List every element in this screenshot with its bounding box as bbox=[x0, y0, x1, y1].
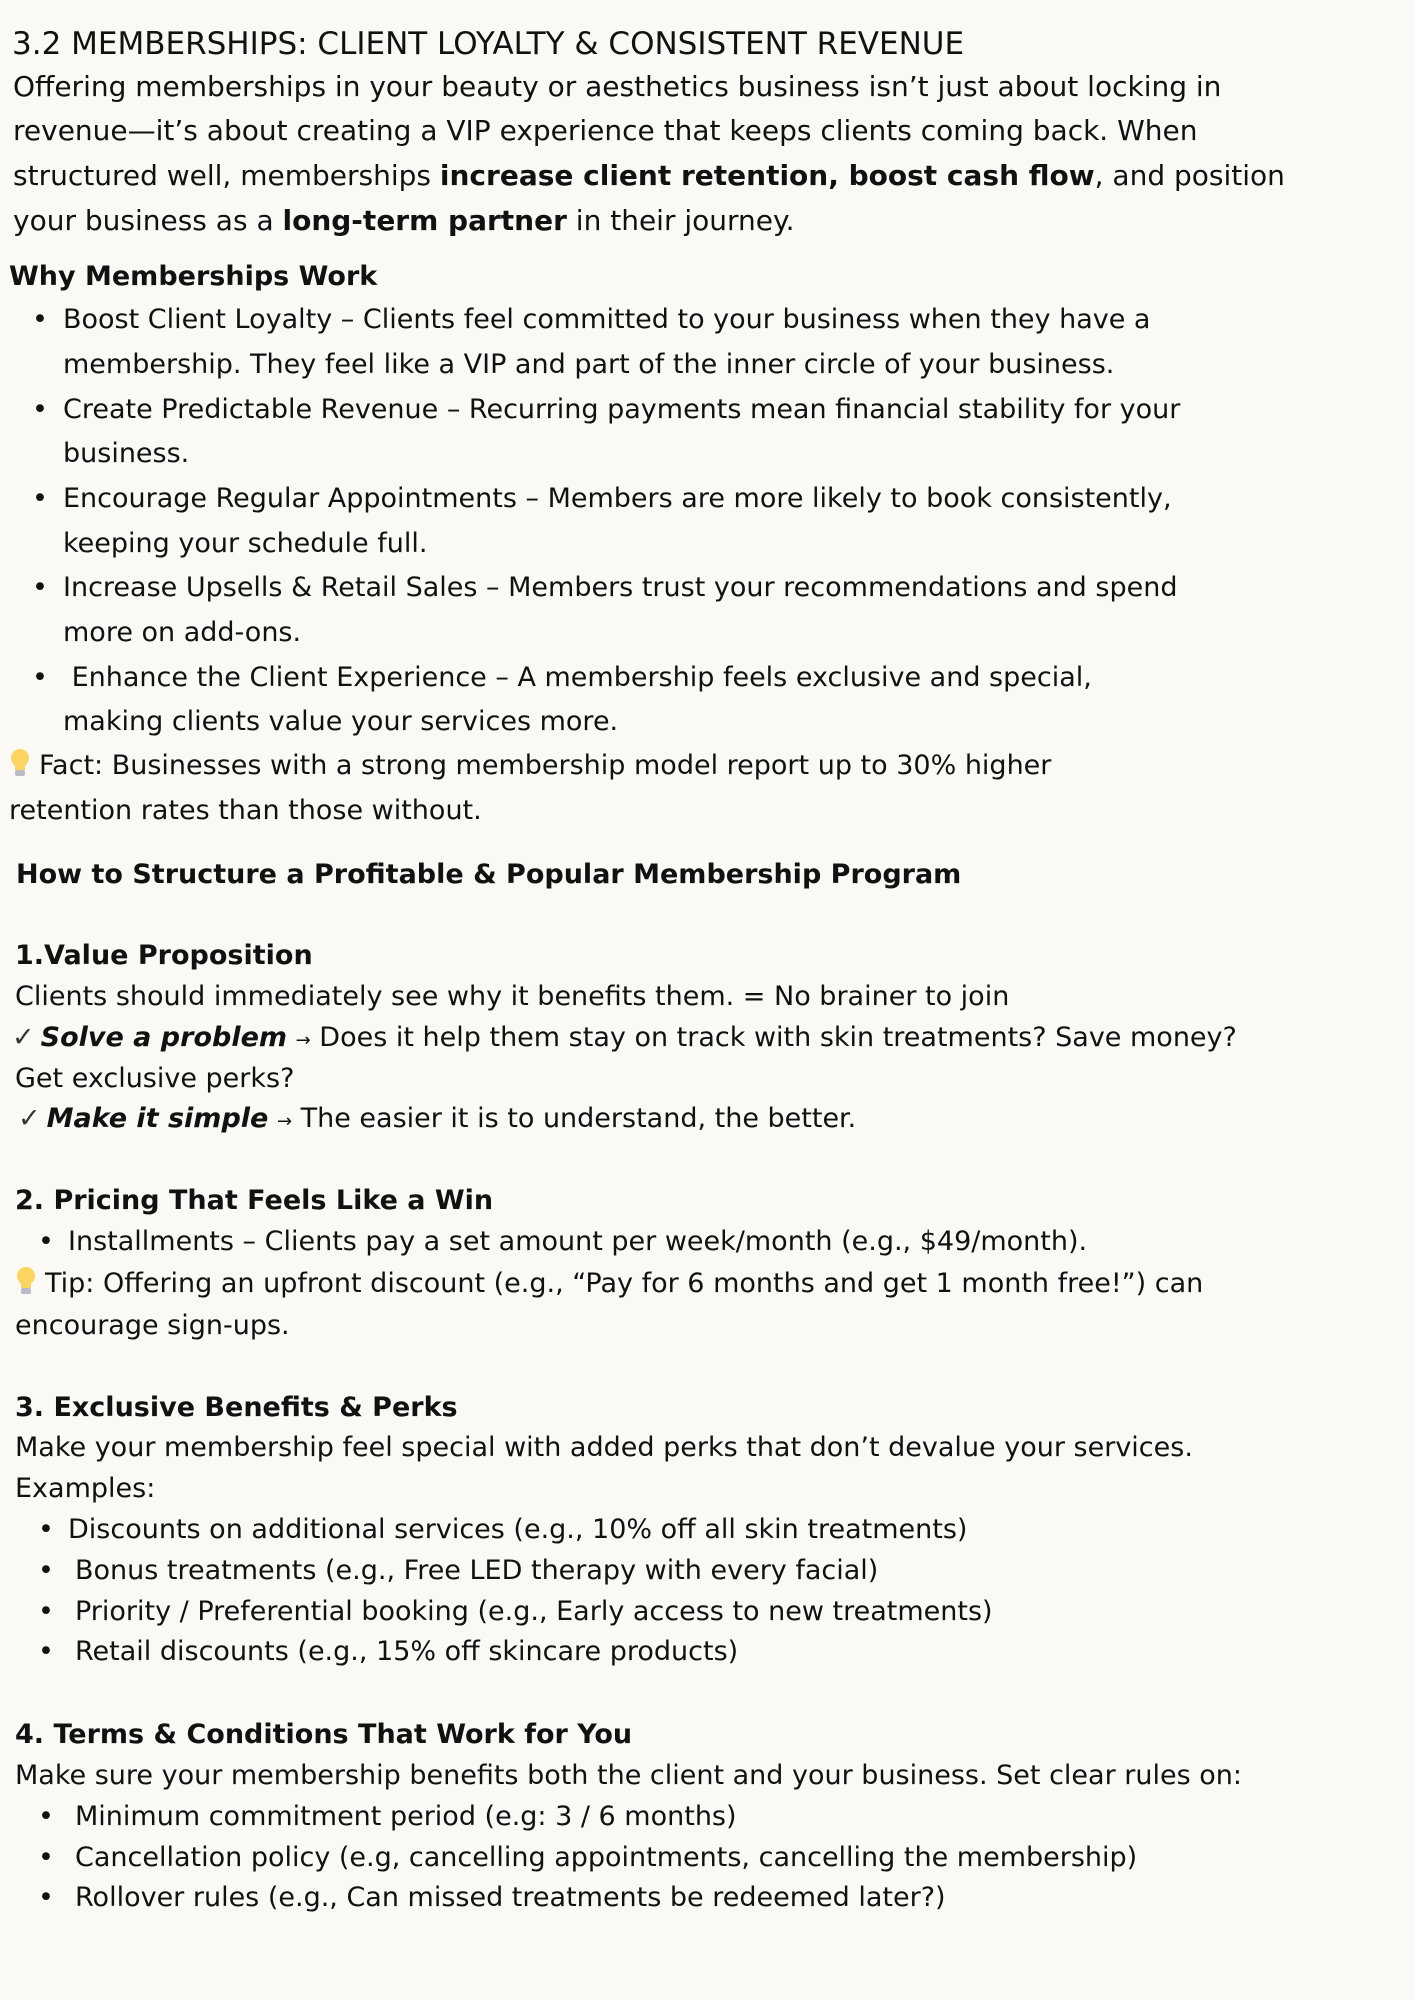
fact-line bbox=[9, 748, 1051, 784]
check-bold: Make it simple bbox=[46, 1103, 269, 1134]
list-item: Increase Upsells & Retail Sales – Members trust your recommendations and spend bbox=[63, 572, 1178, 603]
arrow-icon: → bbox=[295, 1030, 311, 1051]
section-text: Make your membership feel special with added perks that don’t devalue your services. bbox=[15, 1432, 1193, 1463]
section-text: Clients should immediately see why it benefits them. = No brainer to join bbox=[15, 981, 1010, 1012]
list-item: Bonus treatments (e.g., Free LED therapy with every facial) bbox=[75, 1555, 879, 1586]
list-item: Minimum commitment period (e.g: 3 / 6 months) bbox=[75, 1801, 737, 1832]
list-item: Cancellation policy (e.g, cancelling appointments, cancelling the membership) bbox=[75, 1842, 1138, 1873]
check-item-cont: Get exclusive perks? bbox=[15, 1063, 295, 1094]
check-icon: ✓ bbox=[18, 1103, 41, 1134]
lightbulb-icon bbox=[9, 748, 31, 778]
section-heading: 1.Value Proposition bbox=[15, 940, 313, 971]
check-text: Does it help them stay on track with skin treatments? Save money? bbox=[310, 1022, 1237, 1053]
list-item: Discounts on additional services (e.g., 10% off all skin treatments) bbox=[68, 1514, 968, 1545]
intro-text: in their journey. bbox=[566, 204, 795, 237]
bullet-icon: • bbox=[32, 572, 48, 603]
list-item: Boost Client Loyalty – Clients feel committed to your business when they have a bbox=[63, 304, 1151, 335]
bullet-icon: • bbox=[38, 1801, 54, 1832]
check-bold: Solve a problem bbox=[40, 1022, 288, 1053]
fact-line: retention rates than those without. bbox=[9, 795, 482, 826]
bullet-icon: • bbox=[38, 1226, 54, 1257]
section-text: Make sure your membership benefits both the client and your business. Set clear rules on: bbox=[15, 1760, 1242, 1791]
check-icon: ✓ bbox=[12, 1022, 35, 1053]
bullet-icon: • bbox=[32, 483, 48, 514]
list-item: Create Predictable Revenue – Recurring payments mean financial stability for your bbox=[63, 394, 1181, 425]
why-heading: Why Memberships Work bbox=[9, 261, 378, 292]
list-item: Retail discounts (e.g., 15% off skincare products) bbox=[75, 1636, 739, 1667]
bullet-icon: • bbox=[38, 1555, 54, 1586]
lightbulb-icon bbox=[15, 1266, 37, 1296]
intro-text: your business as a bbox=[13, 204, 283, 237]
list-item-cont: business. bbox=[63, 438, 190, 469]
intro-line: revenue—it’s about creating a VIP experience that keeps clients coming back. When bbox=[13, 114, 1198, 147]
list-item-cont: more on add-ons. bbox=[63, 617, 302, 648]
section-heading: 2. Pricing That Feels Like a Win bbox=[15, 1185, 494, 1216]
section-heading: 4. Terms & Conditions That Work for You bbox=[15, 1719, 633, 1750]
bullet-icon: • bbox=[32, 394, 48, 425]
bullet-icon: • bbox=[38, 1514, 54, 1545]
list-item-cont: keeping your schedule full. bbox=[63, 528, 428, 559]
section-text: Examples: bbox=[15, 1473, 156, 1504]
list-item-cont: making clients value your services more. bbox=[63, 706, 619, 737]
intro-text: structured well, memberships bbox=[13, 159, 440, 192]
section-heading: 3. Exclusive Benefits & Perks bbox=[15, 1392, 458, 1423]
list-item: Rollover rules (e.g., Can missed treatments be redeemed later?) bbox=[75, 1882, 946, 1913]
check-item bbox=[12, 1020, 1237, 1059]
check-text: The easier it is to understand, the better. bbox=[292, 1103, 857, 1134]
tip-line bbox=[15, 1266, 1203, 1302]
intro-line bbox=[13, 203, 795, 239]
intro-bold: increase client retention, boost cash flow bbox=[439, 159, 1095, 192]
list-item: Encourage Regular Appointments – Members are more likely to book consistently, bbox=[63, 483, 1172, 514]
intro-bold: long-term partner bbox=[282, 204, 567, 237]
tip-line: encourage sign-ups. bbox=[15, 1310, 290, 1341]
page-title: 3.2 MEMBERSHIPS: CLIENT LOYALTY & CONSISTENT REVENUE bbox=[12, 26, 965, 62]
bullet-icon: • bbox=[38, 1636, 54, 1667]
intro-text: , and position bbox=[1094, 159, 1285, 192]
intro-line: Offering memberships in your beauty or aesthetics business isn’t just about locking in bbox=[13, 70, 1222, 103]
list-item: Priority / Preferential booking (e.g., Early access to new treatments) bbox=[75, 1596, 993, 1627]
how-heading: How to Structure a Profitable & Popular Membership Program bbox=[16, 859, 962, 890]
list-item: Installments – Clients pay a set amount per week/month (e.g., $49/month). bbox=[68, 1226, 1088, 1257]
fact-text: Fact: Businesses with a strong membership model report up to 30% higher bbox=[39, 750, 1052, 781]
bullet-icon: • bbox=[32, 662, 48, 693]
bullet-icon: • bbox=[38, 1842, 54, 1873]
bullet-icon: • bbox=[38, 1596, 54, 1627]
check-item bbox=[18, 1101, 856, 1140]
intro-line bbox=[13, 158, 1285, 194]
tip-text: Tip: Offering an upfront discount (e.g., “Pay for 6 months and get 1 month free!”) can bbox=[45, 1268, 1204, 1299]
arrow-icon: → bbox=[276, 1111, 293, 1132]
list-item: Enhance the Client Experience – A membership feels exclusive and special, bbox=[63, 662, 1092, 693]
bullet-icon: • bbox=[38, 1882, 54, 1913]
list-item-cont: membership. They feel like a VIP and part of the inner circle of your business. bbox=[63, 349, 1115, 380]
bullet-icon: • bbox=[32, 304, 48, 335]
